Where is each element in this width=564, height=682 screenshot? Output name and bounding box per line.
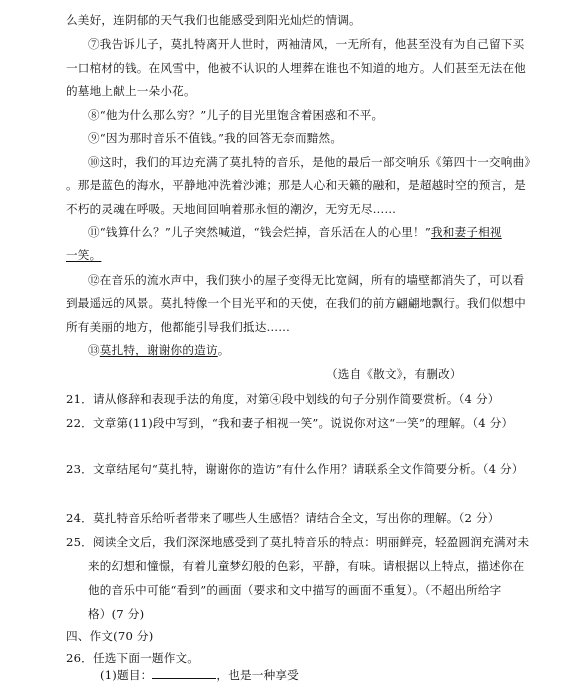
paragraph-number: ⑬ bbox=[88, 343, 100, 357]
section-heading-composition: 四、作文(70 分) bbox=[66, 629, 154, 643]
passage-paragraph-12: ⑫在音乐的流水声中，我们狭小的屋子变得无比宽阔，所有的墙壁都消失了，可以看 bbox=[88, 273, 525, 287]
passage-line: 不朽的灵魂在呼吸。天地间回响着那永恒的潮汐，无穷无尽…… bbox=[66, 202, 397, 216]
question-24: 24．莫扎特音乐给听者带来了哪些人生感悟？请结合全文，写出你的理解。（2 分） bbox=[66, 511, 500, 525]
passage-line: 所有美丽的地方，他都能引导我们抵达…… bbox=[66, 320, 291, 334]
prompt-label: (1)题目： bbox=[100, 668, 153, 682]
question-25-line: 格）(7 分) bbox=[88, 607, 145, 621]
passage-paragraph-13 bbox=[88, 343, 230, 357]
question-25: 25．阅读全文后，我们深深地感受到了莫扎特音乐的特点：明丽鲜亮，轻盈圆润充满对未 bbox=[66, 535, 530, 549]
passage-line: 一口棺材的钱。在风雪中，他被不认识的人埋葬在谁也不知道的地方。人们甚至无法在他 bbox=[66, 61, 526, 75]
source-note: （选自《散文》，有删改） bbox=[326, 367, 462, 381]
question-26: 26．任选下面一题作文。 bbox=[66, 651, 200, 665]
passage-line: 。那是蓝色的海水，平静地冲洗着沙滩；那是人心和天籁的融和，是超越时空的预言，是 bbox=[66, 178, 526, 192]
quote-text: ⑪“钱算什么？”儿子突然喊道，“钱会烂掉，音乐活在人的心里！” bbox=[88, 225, 431, 239]
passage-paragraph-9: ⑨“因为那时音乐不值钱。”我的回答无奈而黯然。 bbox=[88, 131, 343, 145]
passage-paragraph-7: ⑦我告诉儿子，莫扎特离开人世时，两袖清风，一无所有，他甚至没有为自己留下买 bbox=[88, 37, 525, 51]
underlined-sentence-end: 一笑。 bbox=[66, 248, 102, 262]
passage-paragraph-8: ⑧“他为什么那么穷？”儿子的目光里饱含着困惑和不平。 bbox=[88, 108, 384, 122]
composition-prompt bbox=[100, 668, 299, 682]
punctuation: 。 bbox=[217, 343, 230, 357]
passage-line: 么美好，连阴郁的天气我们也能感受到阳光灿烂的情调。 bbox=[66, 13, 361, 27]
prompt-tail: ，也是一种享受 bbox=[216, 668, 299, 682]
question-22: 22．文章第(11)段中写到，“我和妻子相视一笑”。说说你对这“一笑”的理解。（4 分） bbox=[66, 416, 514, 430]
question-23: 23．文章结尾句“莫扎特，谢谢你的造访”有什么作用？请联系全文作简要分析。（4 分） bbox=[66, 462, 524, 476]
passage-line: 到最遥远的风景。莫扎特像一个目光平和的天使，在我们的前方翩翩地飘行。我们似想中 bbox=[66, 296, 526, 310]
passage-paragraph-11 bbox=[88, 225, 502, 239]
closing-sentence: 莫扎特，谢谢你的造访 bbox=[99, 343, 218, 357]
passage-paragraph-10: ⑩这时，我们的耳边充满了莫扎特的音乐，是他的最后一部交响乐《第四十一交响曲》 bbox=[88, 155, 537, 169]
question-25-line: 他的音乐中可能“看到”的画面（要求和文中描写的画面不重复）。（不超出所给字 bbox=[88, 583, 502, 597]
question-25-line: 来的幻想和憧憬，有着儿童梦幻般的色彩，平静，有味。请根据以上特点，描述你在 bbox=[88, 559, 525, 573]
underlined-sentence: 我和妻子相视 bbox=[430, 225, 502, 239]
question-21: 21．请从修辞和表现手法的角度，对第④段中划线的句子分别作简要赏析。（4 分） bbox=[66, 392, 500, 406]
fill-in-blank[interactable] bbox=[152, 668, 216, 679]
passage-line: 的墓地上献上一朵小花。 bbox=[66, 84, 196, 98]
